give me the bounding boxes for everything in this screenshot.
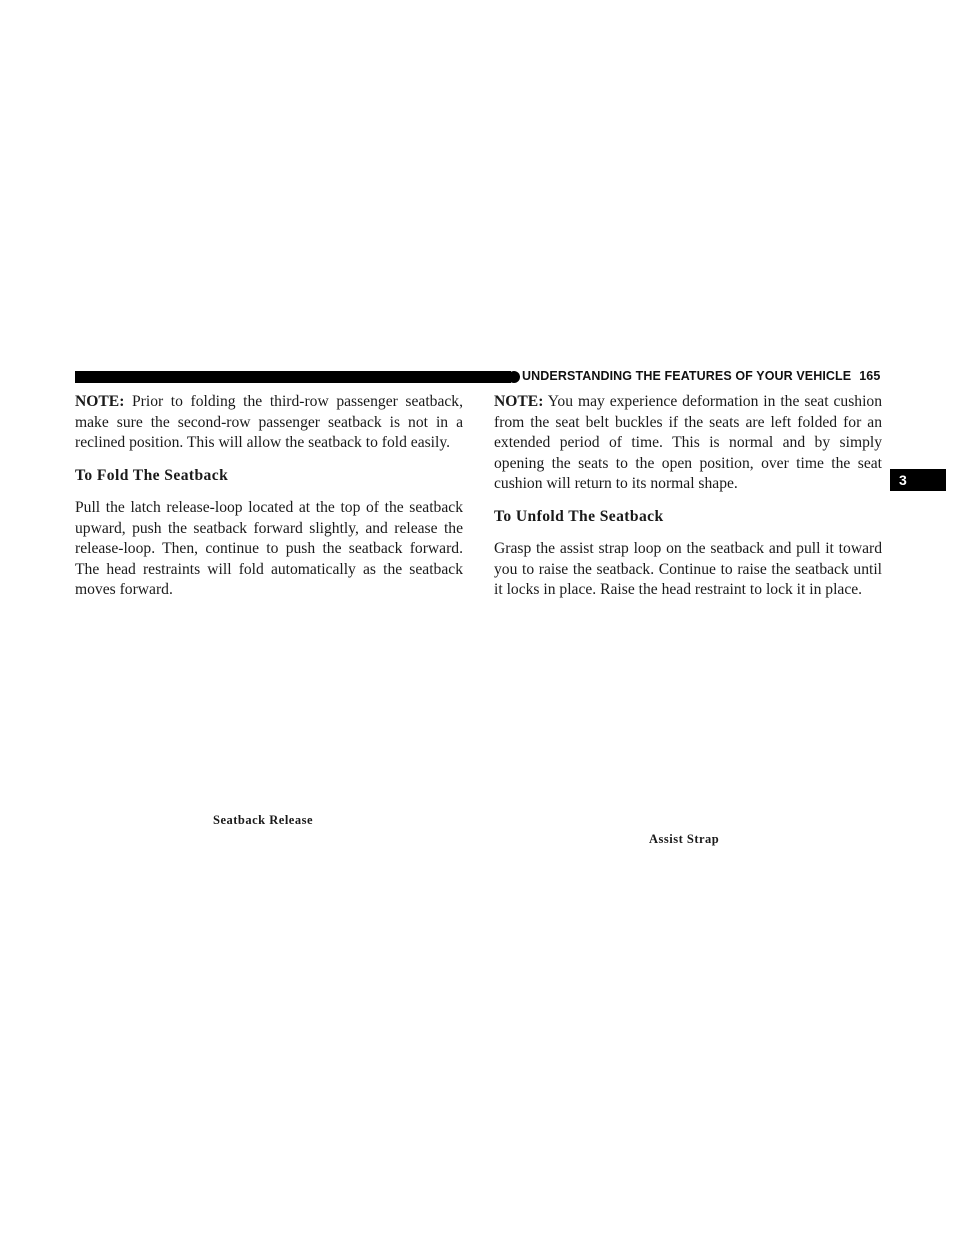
note-paragraph-right bbox=[494, 392, 882, 495]
note-paragraph-left bbox=[75, 392, 463, 454]
note-text-right: You may experience deformation in the seat cushion from the seat belt buckles if the seats are left folded for an extended period of time. This is normal and by simply opening the seats to the open position, over time the seat cushion will return to its normal shape. bbox=[494, 393, 882, 492]
section-title: UNDERSTANDING THE FEATURES OF YOUR VEHICLE bbox=[522, 369, 852, 383]
note-text-left: Prior to folding the third-row passenger seatback, make sure the second-row passenger seatback is not in a reclined position. This will allow the seatback to fold easily. bbox=[75, 393, 463, 451]
header-rule bbox=[75, 371, 511, 383]
heading-unfold-seatback: To Unfold The Seatback bbox=[494, 507, 664, 525]
heading-fold-seatback: To Fold The Seatback bbox=[75, 466, 229, 484]
figure-caption-seatback-release: Seatback Release bbox=[213, 813, 313, 827]
unfold-instructions: Grasp the assist strap loop on the seatback and pull it toward you to raise the seatback. Continue to raise the seatback until it locks in place. Raise the head restraint to lock it in place. bbox=[494, 540, 882, 598]
page-number: 165 bbox=[859, 369, 881, 383]
left-column bbox=[75, 392, 463, 613]
chapter-tab: 3 bbox=[890, 469, 946, 491]
header-bullet bbox=[508, 371, 520, 383]
running-header bbox=[522, 369, 880, 383]
note-label-right: NOTE: bbox=[494, 393, 544, 410]
right-column bbox=[494, 392, 882, 613]
figure-caption-assist-strap: Assist Strap bbox=[649, 832, 720, 846]
fold-instructions: Pull the latch release-loop located at the top of the seatback upward, push the seatback forward slightly, and release the release-loop. Then, continue to push the seatback forward. The head restraints will fold automatically as the seatback moves forward. bbox=[75, 499, 463, 598]
note-label-left: NOTE: bbox=[75, 393, 125, 410]
